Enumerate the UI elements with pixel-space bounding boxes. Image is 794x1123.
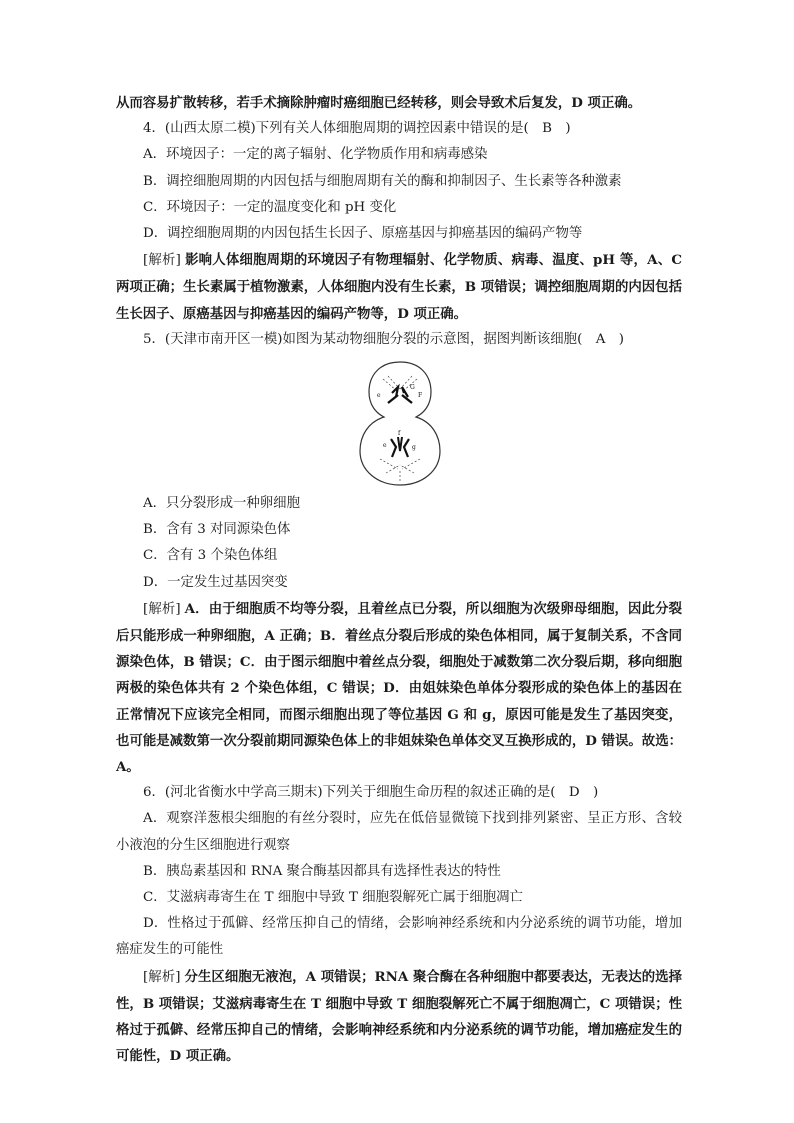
q5-analysis	[116, 596, 682, 780]
q4-option-c: C．环境因子：一定的温度变化和 pH 变化	[143, 199, 397, 215]
q6-analysis	[116, 964, 682, 1070]
q6-option-b: B．胰岛素基因和 RNA 聚合酶基因都具有选择性表达的特性	[143, 863, 501, 879]
q6-analysis-text: 分生区细胞无液泡，A 项错误；RNA 聚合酶在各种细胞中都要表达，无表达的选择性，B 项错误；艾滋病毒寄生在 T 细胞中导致 T 细胞裂解死亡不属于细胞凋亡，C 项错误；性格过于孤僻、经常压抑自己的情绪，会影响神经系统和内分泌系统的调节功能，增加癌症发生的可能性，D 项正确。	[116, 968, 683, 1065]
q6-option-d: D．性格过于孤僻、经常压抑自己的情绪，会影响神经系统和内分泌系统的调节功能，增加癌症发生的可能性	[116, 916, 682, 958]
q6-option-c: C．艾滋病毒寄生在 T 细胞中导致 T 细胞裂解死亡属于细胞凋亡	[143, 890, 523, 906]
q4-analysis-tag: [解析]	[143, 253, 181, 269]
q4-option-d: D．调控细胞周期的内因包括生长因子、原癌基因与抑癌基因的编码产物等	[143, 226, 583, 242]
label-lower-mid: f	[398, 430, 401, 438]
q5-option-c: C．含有 3 个染色体组	[143, 548, 278, 564]
q4-option-a: A．环境因子：一定的离子辐射、化学物质作用和病毒感染	[143, 147, 488, 163]
q5-option-b: B．含有 3 对同源染色体	[143, 522, 291, 538]
q5-analysis-tag: [解析]	[143, 601, 181, 617]
label-upper-right: F	[418, 392, 423, 400]
q6-stem: 6．(河北省衡水中学高三期末)下列关于细胞生命历程的叙述正确的是( D )	[143, 785, 599, 801]
label-lower-left: e	[383, 442, 387, 450]
q4-option-b: B．调控细胞周期的内因包括与细胞周期有关的酶和抑制因子、生长素等各种激素	[143, 173, 622, 189]
q4-stem: 4．(山西太原二模)下列有关人体细胞周期的调控因素中错误的是( B )	[143, 121, 571, 137]
q4-analysis-text: 影响人体细胞周期的环境因子有物理辐射、化学物质、病毒、温度、pH 等，A、C 两项正确；生长素属于植物激素，人体细胞内没有生长素，B 项错误；调控细胞周期的内因包括生长因子、原癌基因与抑癌基因的编码产物等，D 项正确。	[116, 252, 682, 322]
q5-option-d: D．一定发生过基因突变	[143, 574, 288, 590]
q6-analysis-tag: [解析]	[143, 969, 181, 985]
q5-stem: 5．(天津市南开区一模)如图为某动物细胞分裂的示意图，据图判断该细胞( A )	[143, 331, 624, 347]
cell-division-figure	[116, 359, 682, 491]
q6-option-a: A．观察洋葱根尖细胞的有丝分裂时，应先在低倍显微镜下找到排列紧密、呈正方形、含较小液泡的分生区细胞进行观察	[116, 811, 682, 853]
q4-analysis	[116, 247, 682, 327]
document-page	[116, 90, 682, 1070]
label-lower-right: g	[412, 444, 416, 452]
cell-diagram	[358, 359, 442, 487]
label-upper-right-2: G	[410, 384, 415, 392]
q5-analysis-text: A．由于细胞质不均等分裂，且着丝点已分裂，所以细胞为次级卵母细胞，因此分裂后只能形成一种卵细胞，A 正确；B．着丝点分裂后形成的染色体相同，属于复制关系，不含同源染色体，B 错误；C．由于图示细胞中着丝点分裂，细胞处于减数第二次分裂后期，移向细胞两极的染色体共有 2 个染色体组，C 错误；D．由姐妹染色单体分裂形成的染色体上的基因在正常情况下应该完全相同，而图示细胞出现了等位基因 G 和 g，原因可能是发生了基因突变，也可能是减数第一次分裂前期同源染色体上的非姐妹染色单体交叉互换形成的，D 错误。故选：A。	[116, 600, 682, 776]
label-upper-left: e	[377, 392, 381, 400]
intro-line: 从而容易扩散转移，若手术摘除肿瘤时癌细胞已经转移，则会导致术后复发，D 项正确。	[116, 95, 642, 111]
q5-option-a: A．只分裂形成一种卵细胞	[143, 496, 300, 512]
